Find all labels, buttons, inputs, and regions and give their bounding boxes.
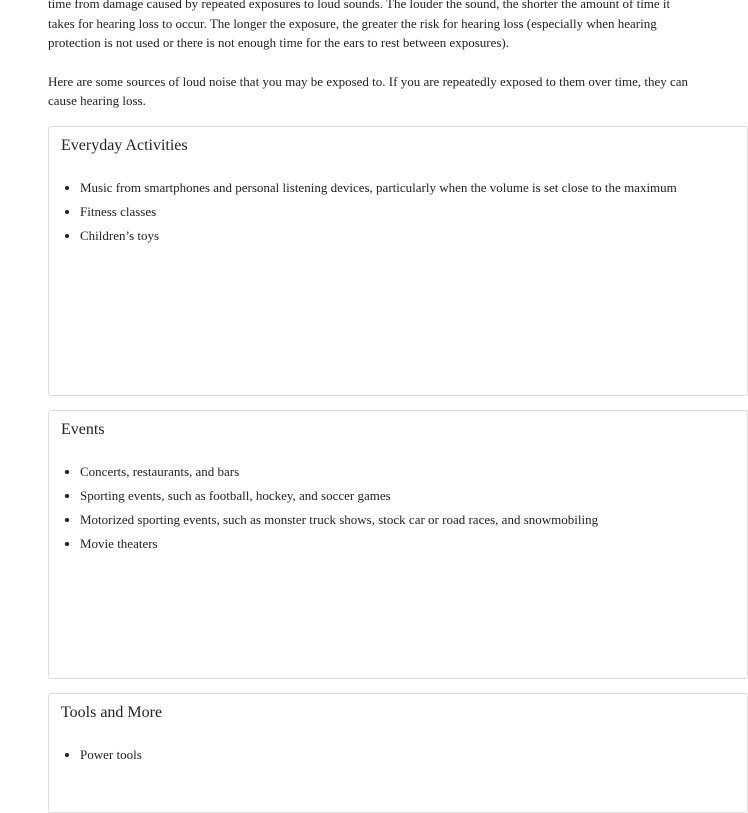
list-item: • Movie theaters bbox=[80, 532, 598, 556]
intro-line: protection is not used or there is not enough time for the ears to rest between exposures). bbox=[48, 35, 510, 50]
card-title: Everyday Activities bbox=[61, 136, 188, 154]
card-list bbox=[49, 743, 142, 767]
card-tools-and-more bbox=[48, 693, 748, 813]
list-item: • Power tools bbox=[80, 743, 142, 767]
card-title: Events bbox=[61, 420, 105, 438]
list-item: • Music from smartphones and personal listening devices, particularly when the volume is set close to the maximum bbox=[80, 176, 677, 200]
list-item: • Motorized sporting events, such as monster truck shows, stock car or road races, and snowmobiling bbox=[80, 508, 598, 532]
list-item: • Children’s toys bbox=[80, 224, 677, 248]
intro-line: Here are some sources of loud noise that you may be exposed to. If you are repeatedly exposed to them over time, they can bbox=[48, 73, 689, 89]
card-list bbox=[49, 176, 677, 248]
intro-line: time from damage caused by repeated exposures to loud sounds. The louder the sound, the shorter the amount of time it bbox=[48, 0, 671, 11]
list-item: • Fitness classes bbox=[80, 200, 677, 224]
card-title: Tools and More bbox=[61, 703, 163, 721]
intro-paragraph-1 bbox=[48, 0, 728, 53]
intro-line: cause hearing loss. bbox=[48, 93, 146, 108]
intro-line: takes for hearing loss to occur. The longer the exposure, the greater the risk for hearing loss (especially when hearing bbox=[48, 15, 657, 31]
intro-paragraph-2 bbox=[48, 72, 728, 111]
card-everyday-activities bbox=[48, 126, 748, 396]
article-content bbox=[48, 0, 728, 813]
list-item: • Sporting events, such as football, hockey, and soccer games bbox=[80, 484, 598, 508]
card-events bbox=[48, 410, 748, 679]
card-list bbox=[49, 460, 598, 556]
list-item: • Concerts, restaurants, and bars bbox=[80, 460, 598, 484]
